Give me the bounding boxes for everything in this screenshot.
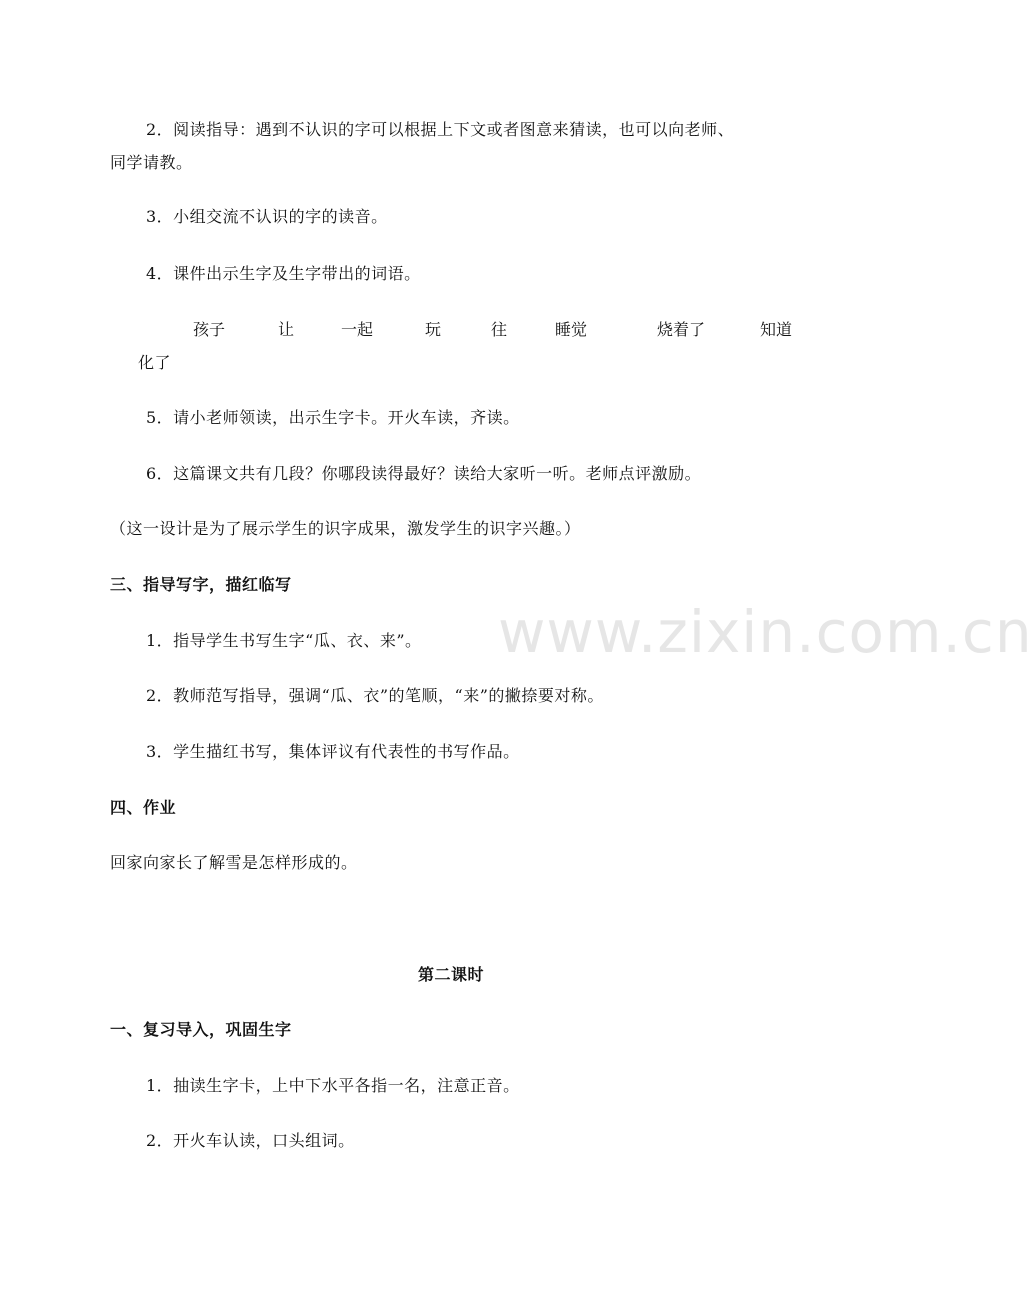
vocab-word: 烧着了 — [657, 320, 706, 339]
vocab-word: 往 — [491, 320, 508, 339]
paragraphs-line: 6．这篇课文共有几段？你哪段读得最好？读给大家听一听。老师点评激励。 — [146, 464, 702, 483]
review-step-1: 1．抽读生字卡，上中下水平各指一名，注意正音。 — [146, 1076, 520, 1095]
writing-step-3: 3．学生描红书写，集体评议有代表性的书写作品。 — [146, 742, 520, 761]
vocab-word: 玩 — [425, 320, 442, 339]
section-heading-writing: 三、指导写字，描红临写 — [110, 575, 292, 594]
section-heading-review: 一、复习导入，巩固生字 — [110, 1020, 292, 1039]
vocab-word: 孩子 — [193, 320, 226, 339]
writing-step-1: 1．指导学生书写生字“瓜、衣、来”。 — [146, 631, 422, 650]
vocab-word: 让 — [278, 320, 295, 339]
vocab-word: 一起 — [341, 320, 374, 339]
little-teacher-line: 5．请小老师领读，出示生字卡。开火车读，齐读。 — [146, 408, 520, 427]
design-note-line: （这一设计是为了展示学生的识字成果，激发学生的识字兴趣。） — [110, 519, 581, 538]
lesson-two-title: 第二课时 — [418, 965, 485, 984]
homework-line: 回家向家长了解雪是怎样形成的。 — [110, 853, 358, 872]
review-step-2: 2．开火车认读，口头组词。 — [146, 1131, 355, 1150]
vocab-word: 睡觉 — [555, 320, 588, 339]
section-heading-homework: 四、作业 — [110, 798, 177, 817]
vocab-word: 知道 — [760, 320, 793, 339]
watermark: www.zixin.com.cn — [498, 598, 1033, 666]
reading-guide-line-2: 同学请教。 — [110, 153, 193, 172]
writing-step-2: 2．教师范写指导，强调“瓜、衣”的笔顺，“来”的撇捺要对称。 — [146, 686, 604, 705]
courseware-show-line: 4．课件出示生字及生字带出的词语。 — [146, 264, 421, 283]
group-exchange-line: 3．小组交流不认识的字的读音。 — [146, 207, 388, 226]
reading-guide-line-1: 2．阅读指导：遇到不认识的字可以根据上下文或者图意来猜读，也可以向老师、 — [146, 120, 735, 139]
vocab-wrap-line: 化了 — [138, 353, 172, 372]
